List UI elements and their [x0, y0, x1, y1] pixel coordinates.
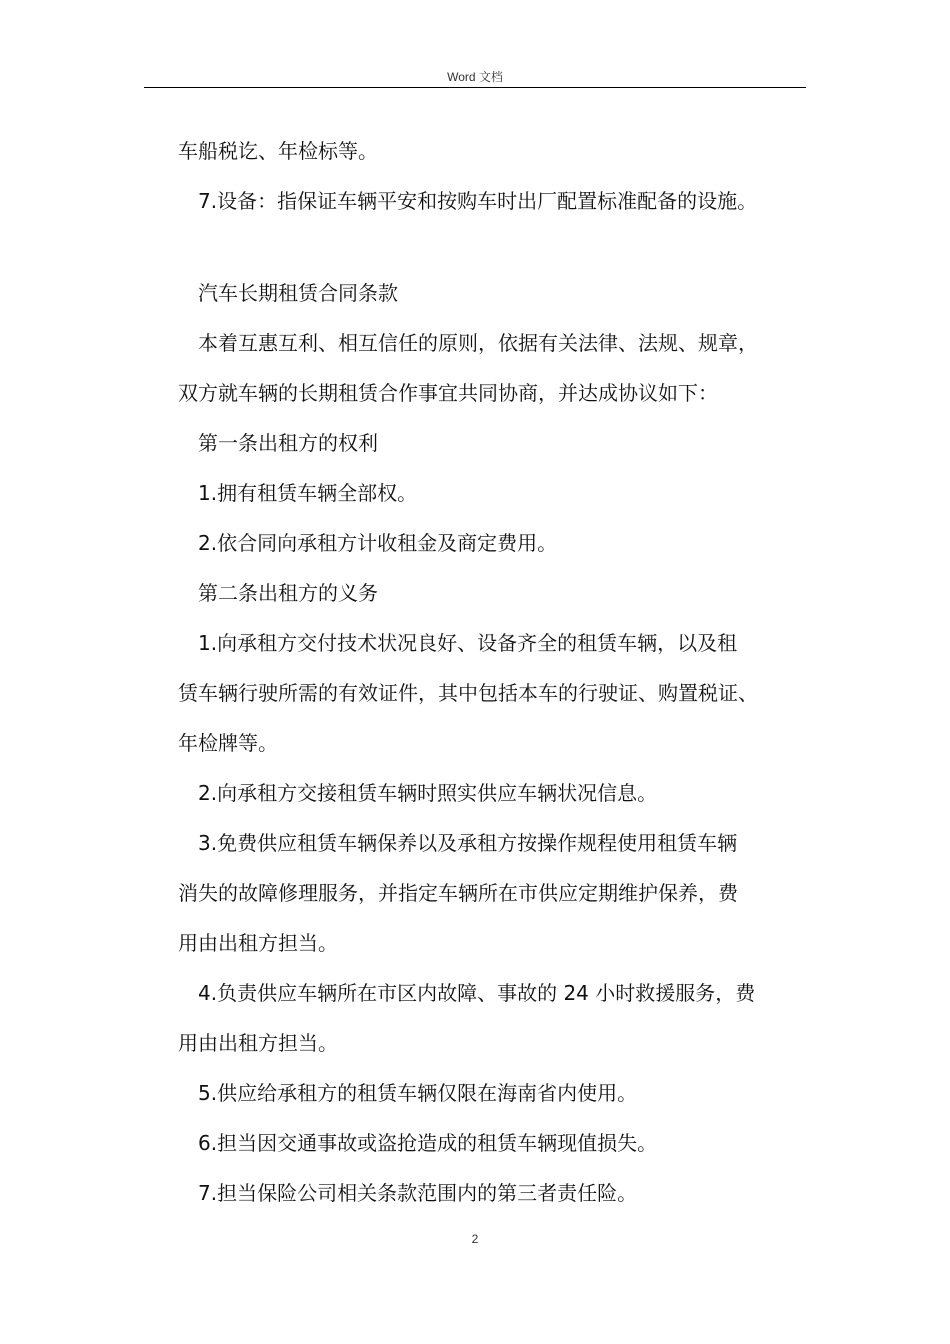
list-item: 1.向承租方交付技术状况良好、设备齐全的租赁车辆，以及租 — [198, 631, 738, 655]
paragraph-line: 本着互惠互利、相互信任的原则，依据有关法律、法规、规章， — [198, 331, 758, 355]
list-item: 1.拥有租赁车辆全部权。 — [198, 481, 418, 505]
blank-spacer — [178, 226, 818, 268]
list-item: 2.向承租方交接租赁车辆时照实供应车辆状况信息。 — [198, 781, 658, 805]
list-item: 3.免费供应租赁车辆保养以及承租方按操作规程使用租赁车辆 — [198, 831, 738, 855]
section-title: 汽车长期租赁合同条款 — [198, 281, 398, 305]
article-heading: 第一条出租方的权利 — [198, 431, 378, 455]
list-item-continuation: 消失的故障修理服务，并指定车辆所在市供应定期维护保养，费 — [178, 881, 738, 905]
list-item-continuation: 用由出租方担当。 — [178, 931, 338, 955]
document-body — [178, 126, 818, 1218]
list-item: 7.担当保险公司相关条款范围内的第三者责任险。 — [198, 1181, 638, 1205]
list-item: 5.供应给承租方的租赁车辆仅限在海南省内使用。 — [198, 1081, 638, 1105]
list-item: 4.负责供应车辆所在市区内故障、事故的 24 小时救援服务，费 — [198, 981, 756, 1005]
header-divider — [144, 87, 806, 88]
article-heading: 第二条出租方的义务 — [198, 581, 378, 605]
paragraph-line: 双方就车辆的长期租赁合作事宜共同协商，并达成协议如下： — [178, 381, 718, 405]
paragraph-line: 车船税讫、年检标等。 — [178, 139, 378, 163]
header-title: Word 文档 — [447, 70, 503, 84]
list-item: 2.依合同向承租方计收租金及商定费用。 — [198, 531, 558, 555]
page-number: 2 — [471, 1232, 479, 1246]
list-item: 6.担当因交通事故或盗抢造成的租赁车辆现值损失。 — [198, 1131, 658, 1155]
list-item-continuation: 赁车辆行驶所需的有效证件，其中包括本车的行驶证、购置税证、 — [178, 681, 758, 705]
paragraph-line: 7.设备：指保证车辆平安和按购车时出厂配置标准配备的设施。 — [198, 189, 758, 213]
list-item-continuation: 用由出租方担当。 — [178, 1031, 338, 1055]
list-item-continuation: 年检牌等。 — [178, 731, 278, 755]
